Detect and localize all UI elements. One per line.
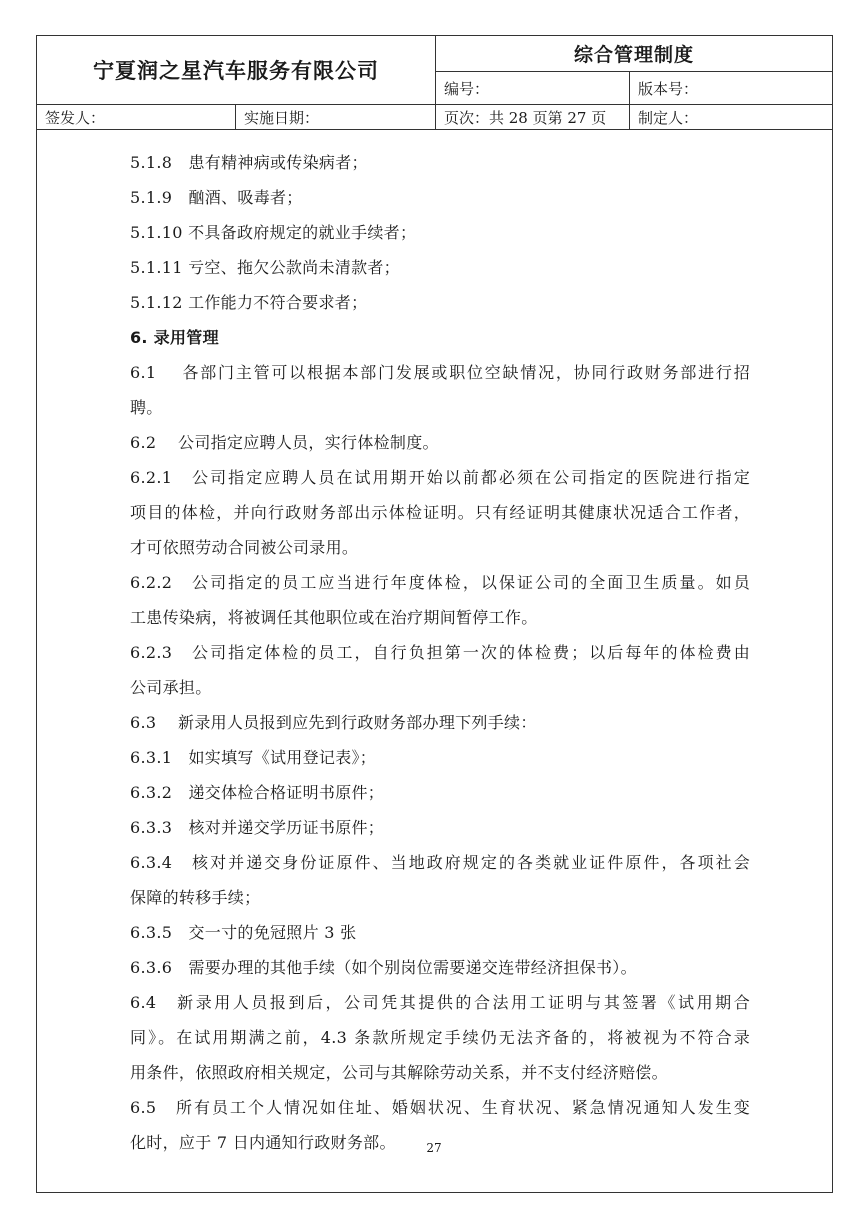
clause-6-3-4-line-1: 6.3.4 核对并递交身份证原件、当地政府规定的各类就业证件原件，各项社会 [130,853,750,872]
clause-5-1-9: 5.1.9 酗酒、吸毒者； [130,188,303,207]
clause-5-1-11: 5.1.11 亏空、拖欠公款尚未清款者； [130,258,400,277]
header-table [37,36,832,130]
clause-6-4-line-2: 同》。在试用期满之前，4.3 条款所规定手续仍无法齐备的，将被视为不符合录 [130,1028,750,1047]
clause-6-2-2-line-1: 6.2.2 公司指定的员工应当进行年度体检，以保证公司的全面卫生质量。如员 [130,573,750,592]
clause-6-5-line-2: 化时，应于 7 日内通知行政财务部。 [130,1133,396,1152]
version-label: 版本号： [630,72,832,105]
implementation-date-label: 实施日期： [236,105,436,130]
clause-6-3-3: 6.3.3 核对并递交学历证书原件； [130,818,385,837]
clause-6-3-4-line-2: 保障的转移手续； [130,888,261,907]
clause-6-2-1-line-1: 6.2.1 公司指定应聘人员在试用期开始以前都必须在公司指定的医院进行指定 [130,468,750,487]
section-heading-6: 6. 录用管理 [130,328,219,347]
clause-5-1-12: 5.1.12 工作能力不符合要求者； [130,293,368,312]
clause-6-2-1-line-2: 项目的体检，并向行政财务部出示体检证明。只有经证明其健康状况适合工作者， [130,503,750,522]
clause-5-1-8: 5.1.8 患有精神病或传染病者； [130,153,368,172]
clause-6-1-line-2: 聘。 [130,398,163,417]
document-title: 综合管理制度 [436,36,832,72]
clause-6-3: 6.3 新录用人员报到应先到行政财务部办理下列手续： [130,713,537,732]
clause-5-1-10: 5.1.10 不具备政府规定的就业手续者； [130,223,417,242]
company-name: 宁夏润之星汽车服务有限公司 [37,36,436,105]
clause-6-1-line-1: 6.1 各部门主管可以根据本部门发展或职位空缺情况，协同行政财务部进行招 [130,363,750,382]
page-count-label: 页次：共 28 页第 27 页 [436,105,630,130]
clause-6-2-1-line-3: 才可依照劳动合同被公司录用。 [130,538,359,557]
clause-6-3-6: 6.3.6 需要办理的其他手续（如个别岗位需要递交连带经济担保书）。 [130,958,637,977]
document-body [130,145,750,1160]
clause-6-3-2: 6.3.2 递交体检合格证明书原件； [130,783,385,802]
maker-label: 制定人： [630,105,832,130]
clause-6-2-3-line-1: 6.2.3 公司指定体检的员工，自行负担第一次的体检费；以后每年的体检费由 [130,643,750,662]
number-label: 编号： [436,72,630,105]
clause-6-3-5: 6.3.5 交一寸的免冠照片 3 张 [130,923,357,942]
clause-6-2-2-line-2: 工患传染病，将被调任其他职位或在治疗期间暂停工作。 [130,608,538,627]
clause-6-4-line-1: 6.4 新录用人员报到后，公司凭其提供的合法用工证明与其签署《试用期合 [130,993,750,1012]
clause-6-2-3-line-2: 公司承担。 [130,678,212,697]
signer-label: 签发人： [37,105,236,130]
clause-6-4-line-3: 用条件，依照政府相关规定，公司与其解除劳动关系，并不支付经济赔偿。 [130,1063,668,1082]
clause-6-5-line-1: 6.5 所有员工个人情况如住址、婚姻状况、生育状况、紧急情况通知人发生变 [130,1098,750,1117]
clause-6-3-1: 6.3.1 如实填写《试用登记表》； [130,748,377,767]
clause-6-2: 6.2 公司指定应聘人员，实行体检制度。 [130,433,439,452]
page-number: 27 [426,1141,442,1155]
